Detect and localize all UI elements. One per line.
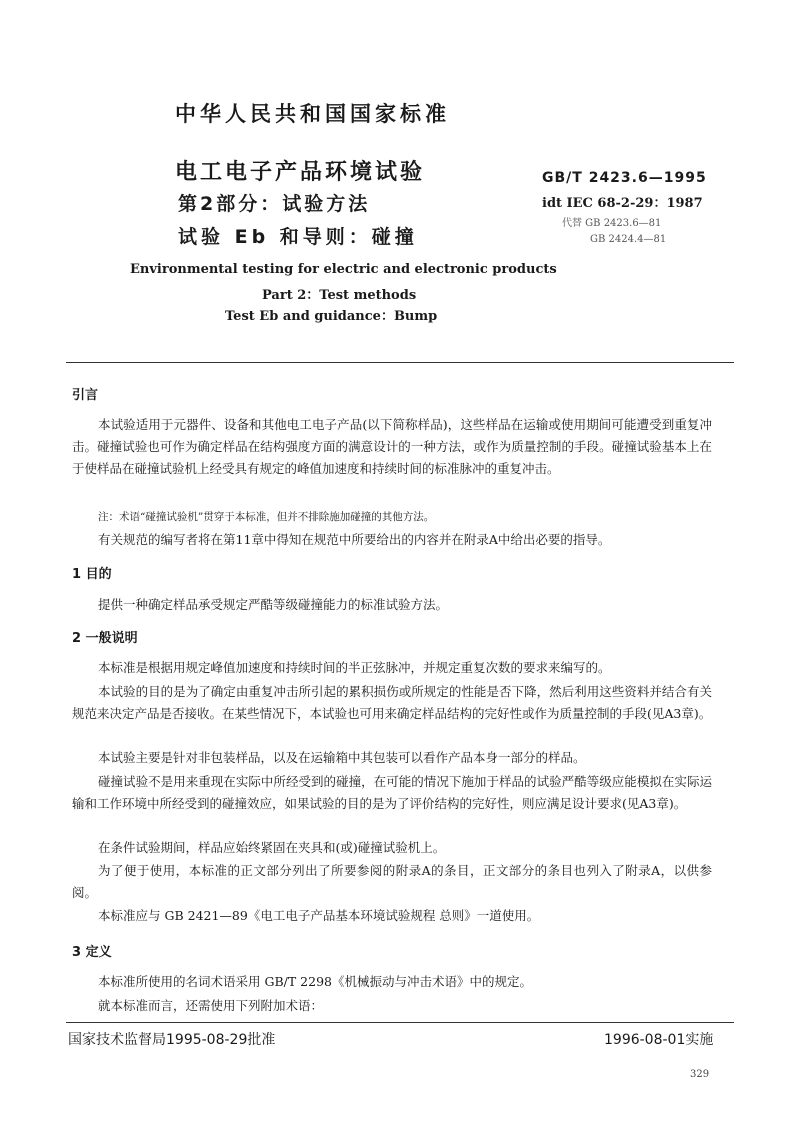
standard-number: GB/T 2423.6—1995 (542, 170, 707, 186)
idt-reference: idt IEC 68-2-29：1987 (542, 196, 703, 211)
section-2-paragraph-6: 为了便于使用，本标准的正文部分列出了所要参阅的附录A的条目，正文部分的条目也列入了附录A，以供参阅。 (72, 863, 712, 900)
issuing-country: 中华人民共和国国家标准 (175, 102, 450, 126)
section-2-heading: 2 一般说明 (72, 631, 138, 646)
footer-divider (66, 1022, 734, 1023)
section-2-paragraph-1: 本标准是根据用规定峰值加速度和持续时间的半正弦脉冲，并规定重复次数的要求来编写的。 (98, 660, 611, 675)
section-3-paragraph-1: 本标准所使用的名词术语采用 GB/T 2298《机械振动与冲击术语》中的规定。 (98, 974, 532, 989)
approval-date: 国家技术监督局1995-08-29批准 (68, 1032, 276, 1048)
english-title-line-2: Part 2：Test methods (262, 288, 417, 303)
intro-heading: 引言 (72, 388, 99, 403)
replaces-reference-2: GB 2424.4—81 (590, 234, 667, 245)
section-1-paragraph-1: 提供一种确定样品承受规定严酷等级碰撞能力的标准试验方法。 (98, 597, 449, 612)
section-1-heading: 1 目的 (72, 567, 112, 582)
section-2-paragraph-4: 碰撞试验不是用来重现在实际中所经受到的碰撞，在可能的情况下施加于样品的试验严酷等级应能模拟在实际运输和工作环境中所经受到的碰撞效应，如果试验的目的是为了评价结构的完好性，则应满足设计要求(见A3章)。 (72, 774, 712, 811)
section-2-paragraph-2: 本试验的目的是为了确定由重复冲击所引起的累积损伤或所规定的性能是否下降，然后利用这些资料并结合有关规范来决定产品是否接收。在某些情况下，本试验也可用来确定样品结构的完好性或作为质量控制的手段(见A3章)。 (72, 684, 712, 721)
english-title-line-1: Environmental testing for electric and electronic products (130, 262, 557, 277)
title-line-2: 第2部分：试验方法 (178, 193, 371, 215)
replaces-reference-1: 代替 GB 2423.6—81 (562, 218, 662, 229)
intro-paragraph-1: 本试验适用于元器件、设备和其他电工电子产品(以下简称样品)，这些样品在运输或使用期间可能遭受到重复冲击。碰撞试验也可作为确定样品在结构强度方面的满意设计的一种方法，或作为质量控制的手段。碰撞试验基本上在于使样品在碰撞试验机上经受具有规定的峰值加速度和持续时间的标准脉冲的重复冲击。 (72, 417, 712, 476)
section-3-paragraph-2: 就本标准而言，还需使用下列附加术语： (98, 998, 324, 1013)
section-2-paragraph-7: 本标准应与 GB 2421—89《电工电子产品基本环境试验规程 总则》一道使用。 (98, 908, 540, 923)
page-number: 329 (690, 1069, 710, 1080)
intro-note: 注：术语“碰撞试验机”贯穿于本标准，但并不排除施加碰撞的其他方法。 (98, 511, 435, 523)
intro-paragraph-2: 有关规范的编写者将在第11章中得知在规范中所要给出的内容并在附录A中给出必要的指导。 (98, 532, 611, 547)
section-2-paragraph-5: 在条件试验期间，样品应始终紧固在夹具和(或)碰撞试验机上。 (98, 840, 446, 855)
title-line-1: 电工电子产品环境试验 (175, 160, 426, 185)
implementation-date: 1996-08-01实施 (604, 1032, 714, 1048)
section-2-paragraph-3: 本试验主要是针对非包装样品，以及在运输箱中其包装可以看作产品本身一部分的样品。 (98, 750, 586, 765)
section-3-heading: 3 定义 (72, 945, 112, 960)
english-title-line-3: Test Eb and guidance：Bump (225, 309, 438, 324)
title-line-3: 试验 Eb 和导则：碰撞 (178, 226, 418, 248)
header-divider (66, 362, 734, 363)
